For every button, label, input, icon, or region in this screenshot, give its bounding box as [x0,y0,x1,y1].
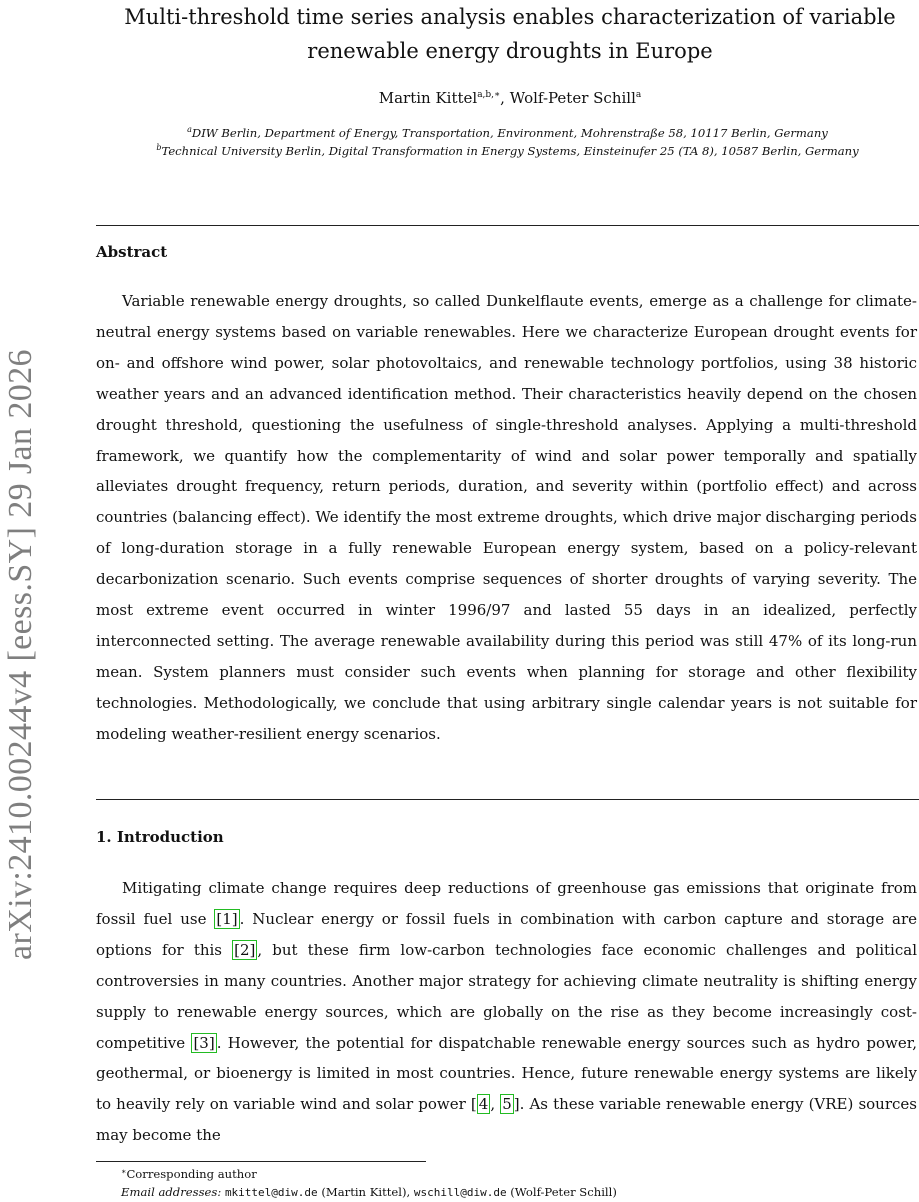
title-line-2: renewable energy droughts in Europe [307,39,713,63]
intro-text: . As these variable renewable energy (VRE) sources may become the [96,1095,917,1145]
author-name: Martin Kittel [378,89,478,107]
abstract-top-rule [96,225,919,226]
author-list [100,86,919,110]
abstract-text: Variable renewable energy droughts, so called Dunkelflaute events, emerge as a challenge for climate-neutral energy systems based on variable renewables. Here we characterize European drought events for on- and offshore wind power, solar photovoltaics, and renewable technology portfolios, using 38 historic weather years and an advanced identification method. Their characteristics heavily depend on the chosen drought threshold, questioning the usefulness of single-threshold analyses. Applying a multi-threshold framework, we quantify how the complementarity of wind and solar power temporally and spatially alleviates drought frequency, return periods, duration, and severity within (portfolio effect) and across countries (balancing effect). We identify the most extreme droughts, which drive major discharging periods of long-duration storage in a fully renewable European energy system, based on a policy-relevant decarbonization scenario. Such events comprise sequences of shorter droughts of varying severity. The most extreme event occurred in winter 1996/97 and lasted 55 days in an idealized, perfectly interconnected setting. The average renewable availability during this period was still 47% of its long-run mean. System planners must consider such events when planning for storage and other flexibility technologies. Methodologically, we conclude that using arbitrary single calendar years is not suitable for modeling weather-resilient energy scenarios. [96,292,917,743]
footnote-corresponding [96,1165,896,1183]
citation-separator: , [490,1095,501,1114]
affiliation-mark: b [156,143,162,152]
affiliation-line [96,124,919,142]
citation-link[interactable]: 5 [502,1095,512,1114]
email-owner: (Wolf-Peter Schill) [510,1185,617,1199]
footnote [96,1165,896,1202]
citation-link[interactable]: [1] [216,909,238,928]
affiliations [96,124,919,160]
author-affiliation-mark: a [635,90,642,100]
title-line-1: Multi-threshold time series analysis enables characterization of variable [124,5,896,29]
footnote-mark: ∗ [121,1167,127,1176]
citation-link[interactable]: [2] [234,940,256,959]
abstract-heading: Abstract [96,243,168,261]
intro-text: , but these firm low-carbon technologies face economic challenges and political controversies in many countries. Another major strategy for achieving climate neutrality is shifting energy supply to renewable energy sources, which are globally on the rise as they become increasingly cost-competitive [96,940,917,1052]
affiliation-line [96,142,919,160]
intro-text: . Nuclear energy or fossil fuels in combination with carbon capture and storage are options for this [96,909,917,959]
email-owner: (Martin Kittel), [321,1185,411,1199]
citation-bracket: ] [513,1095,520,1114]
intro-text: . However, the potential for dispatchable renewable energy sources such as hydro power, geothermal, or bioenergy is limited in most countries. Hence, future renewable energy systems are likely to heavily rely on variable wind and solar power [96,1033,917,1114]
citation-bracket: [ [470,1095,477,1114]
email-label: Email addresses: [121,1185,222,1199]
email-link[interactable]: mkittel@diw.de [224,1186,318,1199]
arxiv-identifier-stamp: arXiv:2410.00244v4 [eess.SY] 29 Jan 2026 [2,349,39,960]
section-heading-introduction: 1. Introduction [96,828,224,846]
paper-title [100,0,919,68]
footnote-rule [96,1161,426,1162]
author-name: Wolf-Peter Schill [509,89,636,107]
email-link[interactable]: wschill@diw.de [413,1186,507,1199]
intro-text: Mitigating climate change requires deep reductions of greenhouse gas emissions that originate from fossil fuel use [96,879,917,928]
introduction-paragraph [96,873,917,1151]
author-separator: , [500,89,510,107]
footnote-emails [96,1183,896,1202]
affiliation-mark: a [187,125,192,134]
citation-link[interactable]: [3] [193,1033,215,1052]
affiliation-text: Technical University Berlin, Digital Transformation in Energy Systems, Einsteinufer 25 (TA 8), 10587 Berlin, Germany [161,144,859,158]
footnote-corresponding-text: Corresponding author [126,1167,257,1181]
citation-link[interactable]: 4 [478,1095,489,1114]
author-affiliation-mark: a,b,∗ [477,90,501,100]
abstract-bottom-rule [96,799,919,800]
affiliation-text: DIW Berlin, Department of Energy, Transportation, Environment, Mohrenstraße 58, 10117 Berlin, Germany [191,126,828,140]
